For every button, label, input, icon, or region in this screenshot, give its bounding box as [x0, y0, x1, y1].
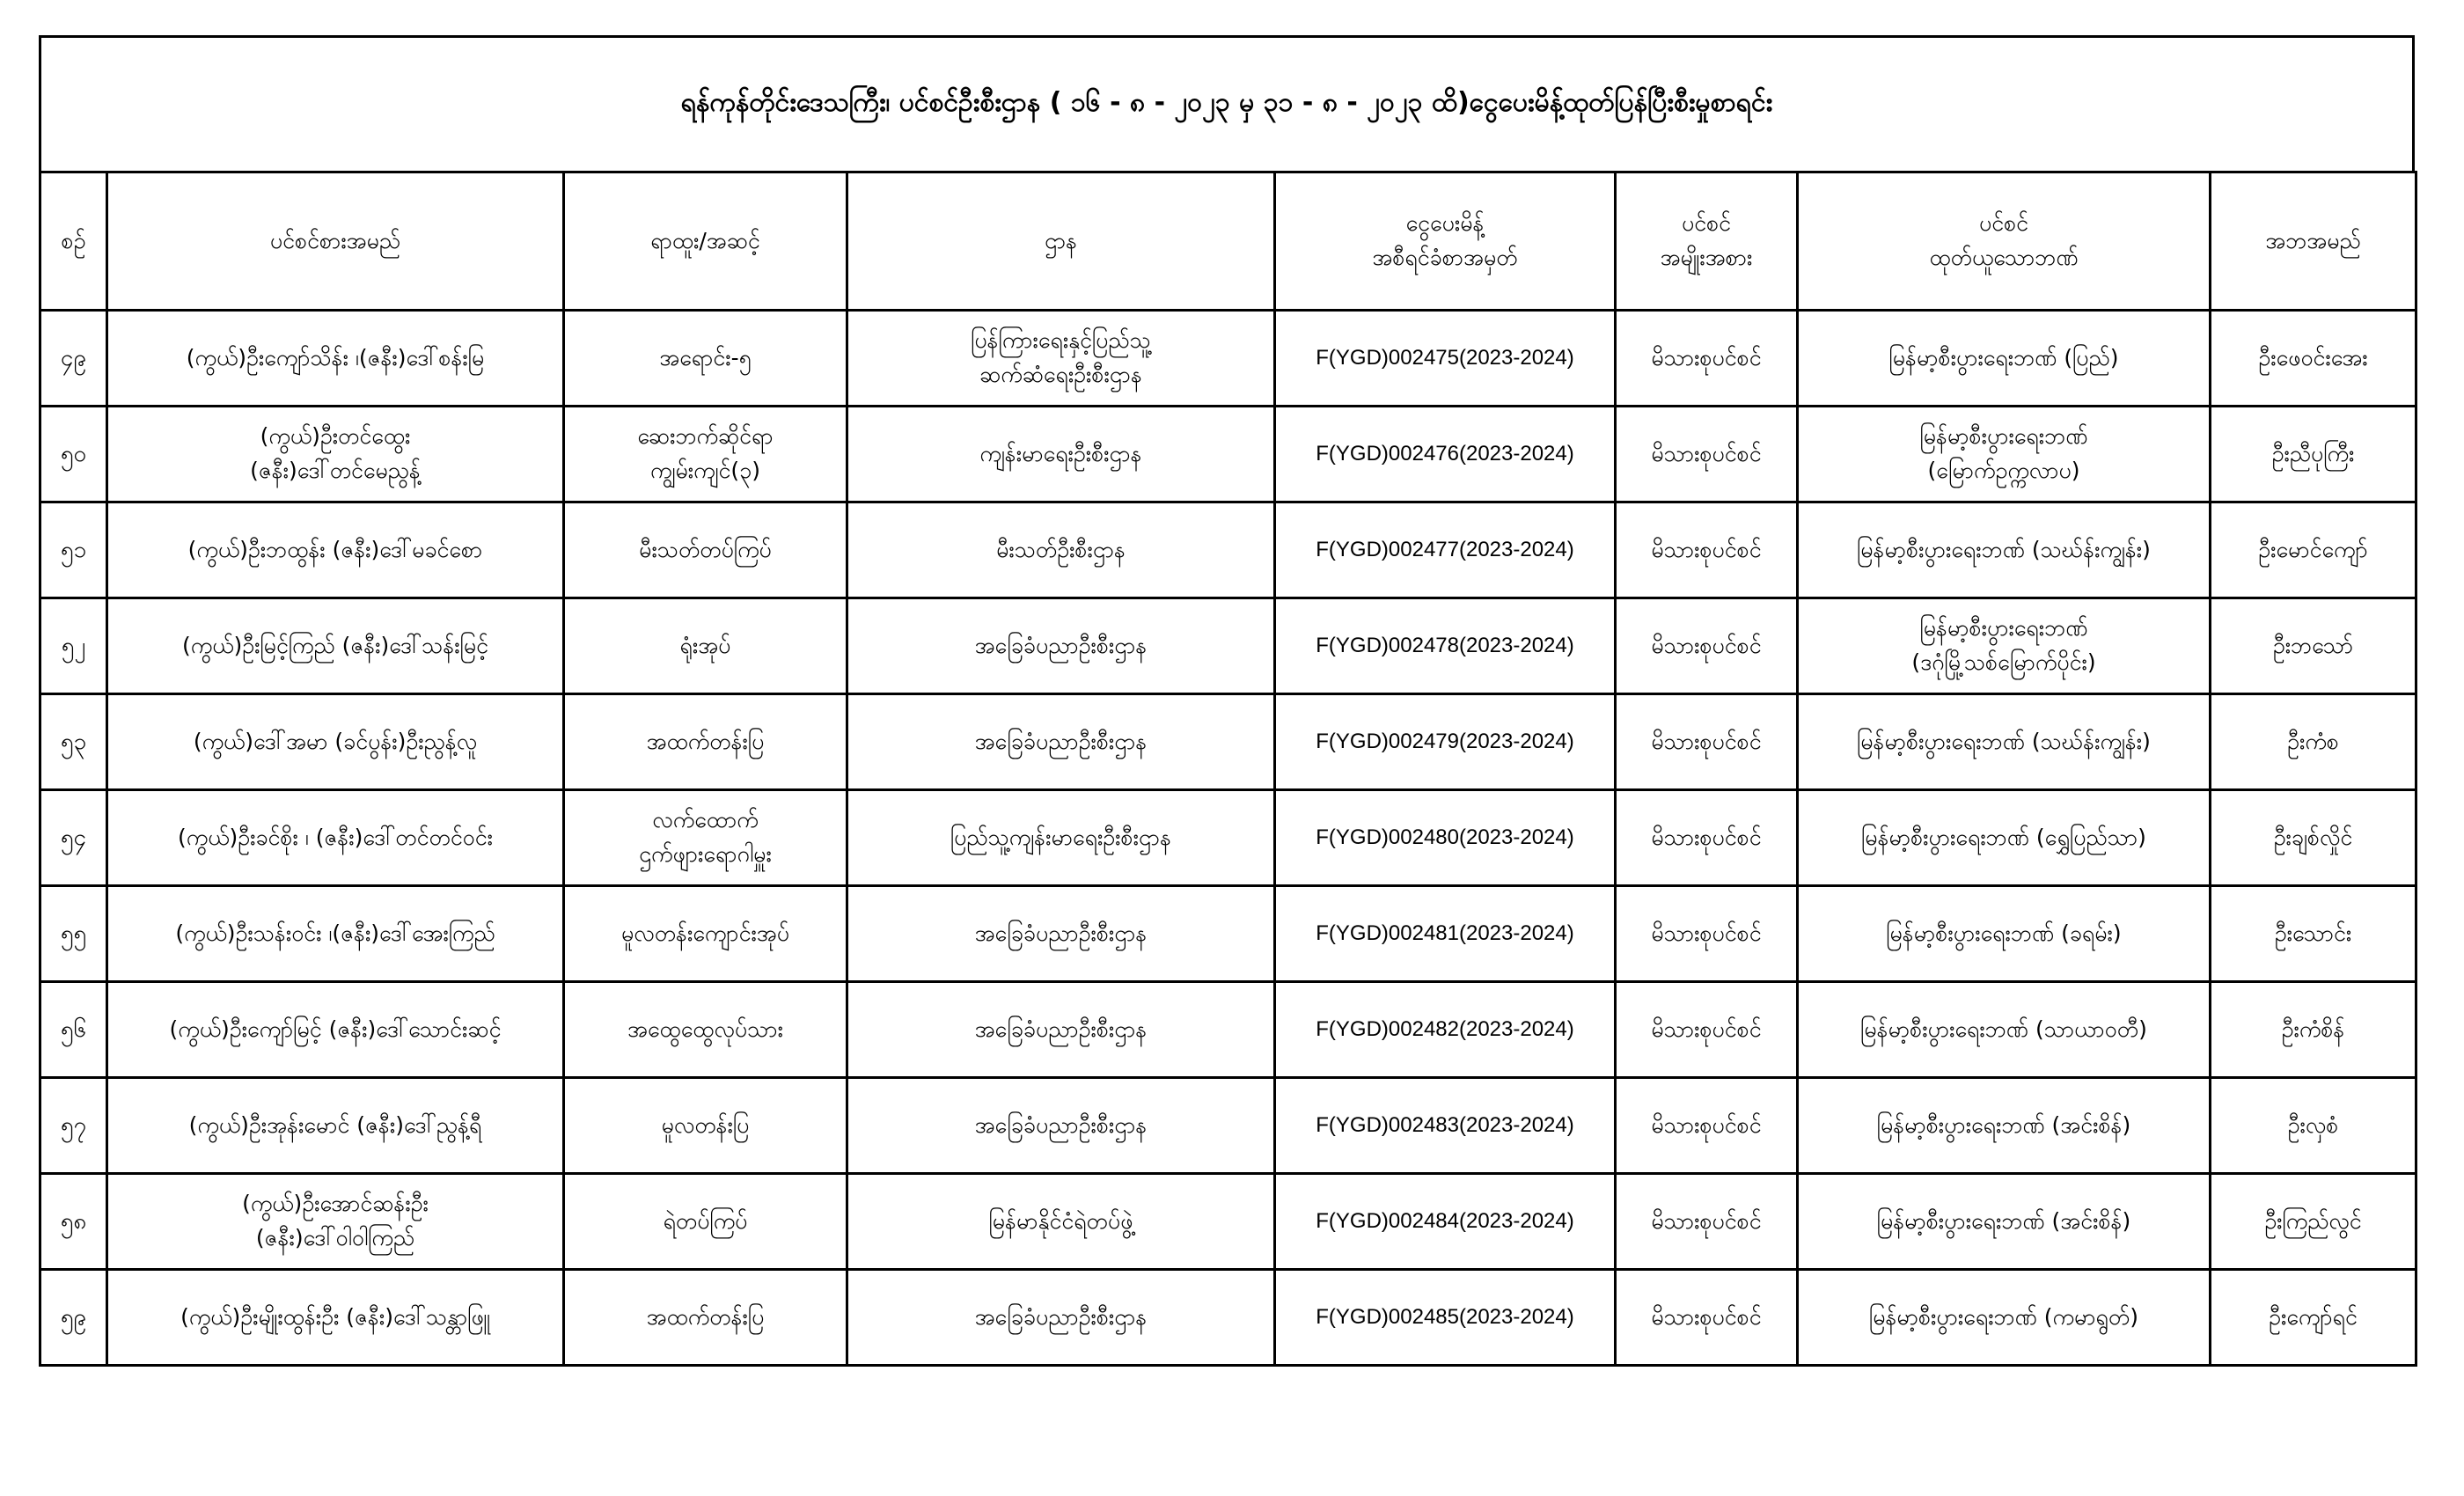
- cell-pensioner-name: (ကွယ်)ဦးအောင်ဆန်းဦး (ဇနီး)ဒေါ်ဝါဝါကြည်: [107, 1174, 564, 1270]
- cell-rank: မီးသတ်တပ်ကြပ်: [564, 502, 847, 598]
- cell-pension-type: မိသားစုပင်စင်: [1616, 1270, 1798, 1366]
- table-row: [40, 598, 2416, 694]
- cell-father-name: ဦးကျော်ရင်: [2211, 1270, 2416, 1366]
- cell-rank: မူလတန်းပြ: [564, 1078, 847, 1174]
- cell-bank: မြန်မာ့စီးပွားရေးဘဏ် (အင်းစိန်): [1798, 1078, 2211, 1174]
- cell-order-number: F(YGD)002478(2023-2024): [1275, 598, 1616, 694]
- cell-department: မီးသတ်ဦးစီးဌာန: [847, 502, 1275, 598]
- column-header-col-department: ဌာန: [847, 172, 1275, 311]
- cell-order-number: F(YGD)002483(2023-2024): [1275, 1078, 1616, 1174]
- cell-father-name: ဦးချစ်လှိုင်: [2211, 790, 2416, 886]
- cell-order-number: F(YGD)002479(2023-2024): [1275, 694, 1616, 790]
- cell-serial: ၅၇: [40, 1078, 107, 1174]
- cell-rank: အထက်တန်းပြ: [564, 1270, 847, 1366]
- cell-serial: ၄၉: [40, 311, 107, 407]
- cell-pensioner-name: (ကွယ်)ဦးမျိုးထွန်းဦး (ဇနီး)ဒေါ်သန္တာဖြူ: [107, 1270, 564, 1366]
- cell-order-number: F(YGD)002480(2023-2024): [1275, 790, 1616, 886]
- cell-father-name: ဦးကြည်လွင်: [2211, 1174, 2416, 1270]
- cell-department: အခြေခံပညာဦးစီးဌာန: [847, 598, 1275, 694]
- table-row: [40, 886, 2416, 982]
- cell-serial: ၅၄: [40, 790, 107, 886]
- cell-pensioner-name: (ကွယ်)ဦးခင်စိုး ၊ (ဇနီး)ဒေါ်တင်တင်ဝင်း: [107, 790, 564, 886]
- cell-serial: ၅၅: [40, 886, 107, 982]
- cell-bank: မြန်မာ့စီးပွားရေးဘဏ် (မြောက်ဥက္ကလာပ): [1798, 407, 2211, 502]
- column-header-col-pensioner-name: ပင်စင်စားအမည်: [107, 172, 564, 311]
- cell-department: ပြည်သူ့ကျန်းမာရေးဦးစီးဌာန: [847, 790, 1275, 886]
- cell-pensioner-name: (ကွယ်)ဦးသန်းဝင်း ၊(ဇနီး)ဒေါ်အေးကြည်: [107, 886, 564, 982]
- cell-father-name: ဦးမောင်ကျော်: [2211, 502, 2416, 598]
- column-header-col-pension-type: ပင်စင် အမျိုးအစား: [1616, 172, 1798, 311]
- column-header-col-order-number: ငွေပေးမိန့် အစီရင်ခံစာအမှတ်: [1275, 172, 1616, 311]
- cell-pensioner-name: (ကွယ်)ဦးတင်ထွေး (ဇနီး)ဒေါ်တင်မေညွန့်: [107, 407, 564, 502]
- cell-order-number: F(YGD)002481(2023-2024): [1275, 886, 1616, 982]
- cell-pensioner-name: (ကွယ်)ဦးကျော်မြင့် (ဇနီး)ဒေါ်သောင်းဆင့်: [107, 982, 564, 1078]
- cell-father-name: ဦးကံစ: [2211, 694, 2416, 790]
- table-row: [40, 790, 2416, 886]
- header-row: [40, 172, 2416, 311]
- cell-department: အခြေခံပညာဦးစီးဌာန: [847, 886, 1275, 982]
- cell-serial: ၅၈: [40, 1174, 107, 1270]
- cell-father-name: ဦးလှစံ: [2211, 1078, 2416, 1174]
- cell-rank: လက်ထောက် ဌက်ဖျားရောဂါမှူး: [564, 790, 847, 886]
- cell-bank: မြန်မာ့စီးပွားရေးဘဏ် (ကမာရွတ်): [1798, 1270, 2211, 1366]
- cell-department: အခြေခံပညာဦးစီးဌာန: [847, 1078, 1275, 1174]
- cell-pension-type: မိသားစုပင်စင်: [1616, 886, 1798, 982]
- cell-bank: မြန်မာ့စီးပွားရေးဘဏ် (ရွှေပြည်သာ): [1798, 790, 2211, 886]
- cell-pension-type: မိသားစုပင်စင်: [1616, 407, 1798, 502]
- table-row: [40, 407, 2416, 502]
- cell-pensioner-name: (ကွယ်)ဦးကျော်သိန်း ၊(ဇနီး)ဒေါ်စန်းမြ: [107, 311, 564, 407]
- cell-pensioner-name: (ကွယ်)ဦးအုန်းမောင် (ဇနီး)ဒေါ်ညွန့်ရီ: [107, 1078, 564, 1174]
- cell-bank: မြန်မာ့စီးပွားရေးဘဏ် (ပြည်): [1798, 311, 2211, 407]
- column-header-col-rank: ရာထူး/အဆင့်: [564, 172, 847, 311]
- table-row: [40, 982, 2416, 1078]
- cell-bank: မြန်မာ့စီးပွားရေးဘဏ် (ခရမ်း): [1798, 886, 2211, 982]
- cell-pensioner-name: (ကွယ်)ဦးဘထွန်း (ဇနီး)ဒေါ်မခင်စော: [107, 502, 564, 598]
- cell-bank: မြန်မာ့စီးပွားရေးဘဏ် (သဃ်န်းကျွန်း): [1798, 502, 2211, 598]
- pension-table: [39, 171, 2417, 1367]
- cell-father-name: ဦးသောင်း: [2211, 886, 2416, 982]
- column-header-col-serial: စဉ်: [40, 172, 107, 311]
- cell-pension-type: မိသားစုပင်စင်: [1616, 790, 1798, 886]
- cell-pension-type: မိသားစုပင်စင်: [1616, 1078, 1798, 1174]
- cell-father-name: ဦးညီပုကြီး: [2211, 407, 2416, 502]
- cell-rank: ဆေးဘက်ဆိုင်ရာ ကျွမ်းကျင်(၃): [564, 407, 847, 502]
- cell-department: အခြေခံပညာဦးစီးဌာန: [847, 982, 1275, 1078]
- cell-rank: အထက်တန်းပြ: [564, 694, 847, 790]
- table-row: [40, 1174, 2416, 1270]
- cell-serial: ၅၆: [40, 982, 107, 1078]
- cell-pension-type: မိသားစုပင်စင်: [1616, 982, 1798, 1078]
- cell-father-name: ဦးဖေဝင်းအေး: [2211, 311, 2416, 407]
- cell-pension-type: မိသားစုပင်စင်: [1616, 1174, 1798, 1270]
- cell-order-number: F(YGD)002484(2023-2024): [1275, 1174, 1616, 1270]
- cell-department: ပြန်ကြားရေးနှင့်ပြည်သူ့ ဆက်ဆံရေးဦးစီးဌာန: [847, 311, 1275, 407]
- cell-department: အခြေခံပညာဦးစီးဌာန: [847, 1270, 1275, 1366]
- table-row: [40, 1270, 2416, 1366]
- cell-department: မြန်မာနိုင်ငံရဲတပ်ဖွဲ့: [847, 1174, 1275, 1270]
- cell-serial: ၅၃: [40, 694, 107, 790]
- cell-serial: ၅၉: [40, 1270, 107, 1366]
- cell-order-number: F(YGD)002475(2023-2024): [1275, 311, 1616, 407]
- cell-pension-type: မိသားစုပင်စင်: [1616, 502, 1798, 598]
- column-header-col-father-name: အဘအမည်: [2211, 172, 2416, 311]
- cell-order-number: F(YGD)002482(2023-2024): [1275, 982, 1616, 1078]
- cell-serial: ၅၀: [40, 407, 107, 502]
- cell-rank: အထွေထွေလုပ်သား: [564, 982, 847, 1078]
- cell-pension-type: မိသားစုပင်စင်: [1616, 694, 1798, 790]
- cell-bank: မြန်မာ့စီးပွားရေးဘဏ် (သဃ်န်းကျွန်း): [1798, 694, 2211, 790]
- cell-pension-type: မိသားစုပင်စင်: [1616, 598, 1798, 694]
- cell-order-number: F(YGD)002485(2023-2024): [1275, 1270, 1616, 1366]
- cell-order-number: F(YGD)002477(2023-2024): [1275, 502, 1616, 598]
- column-header-col-bank: ပင်စင် ထုတ်ယူသောဘဏ်: [1798, 172, 2211, 311]
- cell-father-name: ဦးကံစိန်: [2211, 982, 2416, 1078]
- cell-bank: မြန်မာ့စီးပွားရေးဘဏ် (သာယာဝတီ): [1798, 982, 2211, 1078]
- cell-rank: မူလတန်းကျောင်းအုပ်: [564, 886, 847, 982]
- pension-report-page: [39, 35, 2415, 1367]
- table-row: [40, 502, 2416, 598]
- cell-rank: ရဲတပ်ကြပ်: [564, 1174, 847, 1270]
- cell-department: အခြေခံပညာဦးစီးဌာန: [847, 694, 1275, 790]
- report-title: ရန်ကုန်တိုင်းဒေသကြီး၊ ပင်စင်ဦးစီးဌာန ( ၁၆ - ၈ - ၂၀၂၃ မှ ၃၁ - ၈ - ၂၀၂၃ ထိ)ငွေပေးမိန့်ထုတ်ပြန်ပြီးစီးမှုစာရင်း: [39, 35, 2415, 171]
- table-header: [40, 172, 2416, 311]
- cell-serial: ၅၂: [40, 598, 107, 694]
- cell-order-number: F(YGD)002476(2023-2024): [1275, 407, 1616, 502]
- cell-pension-type: မိသားစုပင်စင်: [1616, 311, 1798, 407]
- cell-pensioner-name: (ကွယ်)ဒေါ်အမာ (ခင်ပွန်း)ဦးညွန့်လူ: [107, 694, 564, 790]
- table-row: [40, 1078, 2416, 1174]
- cell-bank: မြန်မာ့စီးပွားရေးဘဏ် (ဒဂုံမြို့သစ်မြောက်ပိုင်း): [1798, 598, 2211, 694]
- cell-father-name: ဦးဘသော်: [2211, 598, 2416, 694]
- cell-department: ကျန်းမာရေးဦးစီးဌာန: [847, 407, 1275, 502]
- cell-rank: အရောင်း-၅: [564, 311, 847, 407]
- table-row: [40, 311, 2416, 407]
- cell-rank: ရုံးအုပ်: [564, 598, 847, 694]
- table-body: [40, 311, 2416, 1366]
- cell-serial: ၅၁: [40, 502, 107, 598]
- cell-bank: မြန်မာ့စီးပွားရေးဘဏ် (အင်းစိန်): [1798, 1174, 2211, 1270]
- cell-pensioner-name: (ကွယ်)ဦးမြင့်ကြည် (ဇနီး)ဒေါ်သန်းမြင့်: [107, 598, 564, 694]
- table-row: [40, 694, 2416, 790]
